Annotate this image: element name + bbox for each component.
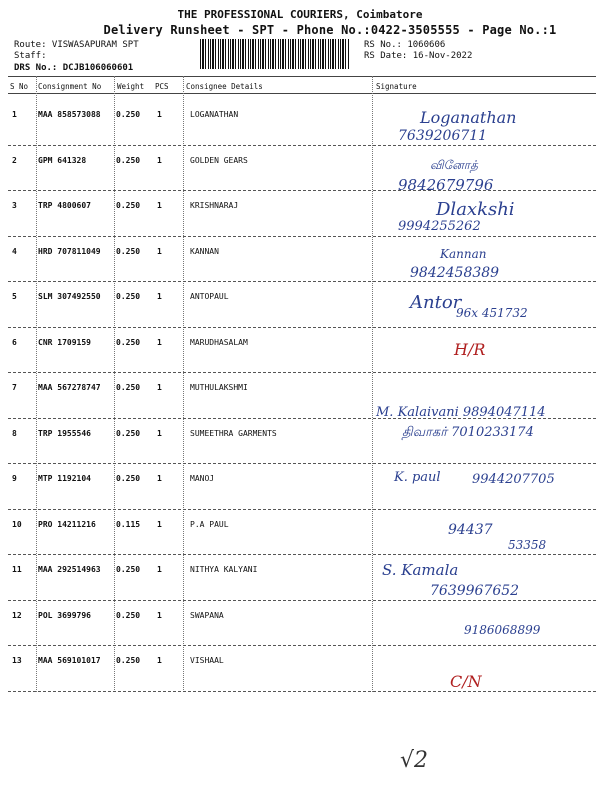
row-pcs: 1 [157, 383, 162, 392]
col-pcs: PCS [155, 82, 169, 91]
row-sno: 7 [12, 383, 17, 392]
row-consignment: HRD 707811049 [38, 246, 101, 256]
row-consignee: KRISHNARAJ [190, 201, 239, 210]
row-divider [8, 145, 596, 146]
row-consignment: MTP 1192104 [38, 474, 91, 483]
row-pcs: 1 [157, 292, 162, 301]
header-rule-bottom [8, 93, 596, 94]
row-weight: 0.250 [116, 292, 141, 301]
row-divider [8, 281, 596, 282]
row-consignment: MAA 569101017 [38, 656, 101, 665]
row-weight: 0.250 [116, 610, 141, 620]
row-pcs: 1 [157, 428, 162, 438]
row-signature-phone: 9186068899 [464, 622, 541, 637]
row-consignee: SWAPANA [190, 610, 224, 620]
row-pcs: 1 [157, 110, 162, 119]
row-consignee: NITHYA KALYANI [190, 565, 258, 574]
row-consignment: PRO 14211216 [38, 519, 96, 529]
row-weight: 0.250 [116, 155, 141, 165]
row-signature-phone: 9842458389 [410, 264, 500, 281]
barcode [200, 39, 350, 69]
row-divider [8, 509, 596, 510]
row-signature: K. paul [394, 470, 441, 485]
row-divider [8, 372, 596, 373]
row-signature-phone: 9994255262 [398, 219, 481, 234]
row-weight: 0.250 [116, 246, 141, 256]
row-weight: 0.115 [116, 519, 141, 529]
row-divider [8, 600, 596, 601]
row-pcs: 1 [157, 201, 162, 210]
row-consignment: POL 3699796 [38, 610, 91, 620]
row-weight: 0.250 [116, 110, 141, 119]
route-label: Route: VISWASAPURAM SPT [14, 40, 139, 50]
row-signature: C/N [450, 672, 482, 691]
row-consignee: GOLDEN GEARS [190, 155, 248, 165]
row-sno: 13 [12, 656, 22, 665]
header-rule-top [8, 76, 596, 77]
row-consignment: TRP 4800607 [38, 201, 91, 210]
row-divider [8, 236, 596, 237]
row-weight: 0.250 [116, 201, 141, 210]
row-signature-phone: 96x 451732 [456, 306, 528, 320]
runsheet-title: Delivery Runsheet - SPT - Phone No.:0422-3505555 - Page No.:1 [103, 23, 557, 37]
row-sno: 1 [12, 110, 17, 119]
row-signature-phone: 7639206711 [398, 128, 488, 144]
row-divider [8, 190, 596, 191]
col-signature: Signature [376, 82, 417, 91]
rs-date: RS Date: 16-Nov-2022 [364, 51, 473, 61]
row-sno: 12 [12, 610, 22, 620]
company-title: THE PROFESSIONAL COURIERS, Coimbatore [177, 8, 423, 21]
row-divider [8, 554, 596, 555]
row-consignment: MAA 292514963 [38, 565, 101, 574]
row-consignment: CNR 1709159 [38, 337, 91, 347]
row-sno: 10 [12, 519, 22, 529]
col-consignee: Consignee Details [186, 82, 263, 91]
row-divider [8, 463, 596, 464]
row-consignee: VISHAAL [190, 656, 224, 665]
col-consignment: Consignment No [38, 82, 102, 91]
row-pcs: 1 [157, 155, 162, 165]
row-consignee: MUTHULAKSHMI [190, 383, 248, 392]
row-consignment: MAA 567278747 [38, 383, 101, 392]
row-signature: M. Kalaivani 9894047114 [376, 404, 546, 420]
row-consignee: MANOJ [190, 474, 215, 483]
row-signature: S. Kamala [382, 561, 459, 579]
footer-mark: √2 [400, 748, 429, 773]
row-sno: 3 [12, 201, 17, 210]
row-pcs: 1 [157, 246, 162, 256]
row-signature: Antor [410, 292, 462, 313]
row-signature: வினோத் [430, 157, 478, 172]
row-weight: 0.250 [116, 565, 141, 574]
row-weight: 0.250 [116, 428, 141, 438]
row-consignment: GPM 641328 [38, 155, 87, 165]
row-signature-phone: 9842679796 [398, 175, 494, 194]
row-pcs: 1 [157, 474, 162, 483]
row-signature-phone: திவாகர் 7010233174 [402, 424, 534, 440]
row-sno: 2 [12, 155, 17, 165]
col-sno: S No [10, 82, 29, 91]
row-weight: 0.250 [116, 474, 141, 483]
row-signature: Dlaxkshi [436, 199, 515, 220]
row-pcs: 1 [157, 565, 162, 574]
row-consignee: ANTOPAUL [190, 292, 229, 301]
row-weight: 0.250 [116, 656, 141, 665]
row-consignment: SLM 307492550 [38, 292, 101, 301]
row-weight: 0.250 [116, 337, 141, 347]
row-consignee: SUMEETHRA GARMENTS [190, 428, 277, 438]
row-consignment: TRP 1955546 [38, 428, 91, 438]
row-sno: 9 [12, 474, 17, 483]
row-signature-phone: 53358 [508, 537, 547, 552]
row-pcs: 1 [157, 610, 162, 620]
drs-number: DRS No.: DCJB106060601 [14, 63, 134, 73]
row-signature: Loganathan [420, 108, 517, 127]
row-consignee: P.A PAUL [190, 519, 229, 529]
row-signature-phone: 9944207705 [472, 472, 555, 487]
row-divider [8, 327, 596, 328]
row-sno: 6 [12, 337, 17, 347]
row-divider [8, 645, 596, 646]
row-consignee: MARUDHASALAM [190, 337, 248, 347]
row-consignment: MAA 858573088 [38, 110, 101, 119]
row-signature: 94437 [448, 521, 493, 538]
row-signature: Kannan [440, 246, 487, 261]
col-weight: Weight [117, 82, 145, 91]
row-signature: H/R [454, 339, 486, 359]
row-pcs: 1 [157, 656, 162, 665]
row-consignee: LOGANATHAN [190, 110, 239, 119]
row-consignee: KANNAN [190, 246, 219, 256]
row-sno: 5 [12, 292, 17, 301]
row-signature-phone: 7639967652 [430, 583, 520, 599]
rs-number: RS No.: 1060606 [364, 40, 446, 50]
staff-label: Staff: [14, 51, 47, 61]
row-pcs: 1 [157, 519, 162, 529]
row-sno: 11 [12, 565, 22, 574]
row-weight: 0.250 [116, 383, 141, 392]
row-sno: 8 [12, 428, 17, 438]
row-sno: 4 [12, 246, 17, 256]
row-divider [8, 691, 596, 692]
row-pcs: 1 [157, 337, 162, 347]
